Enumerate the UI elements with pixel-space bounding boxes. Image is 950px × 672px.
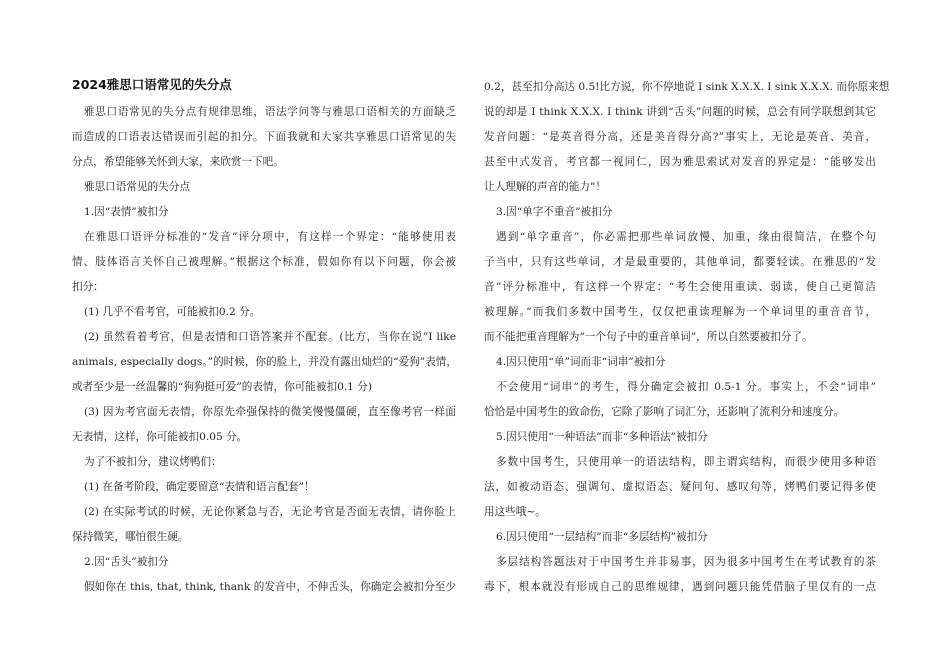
section-heading: 1.因“表情”被扣分 — [84, 206, 169, 218]
list-item: (2) 虽然看着考官，但是表情和口语答案并不配套。(比方，当你在说”I like — [84, 331, 456, 343]
list-item: (3) 因为考官面无表情，你原先牵强保持的微笑慢慢僵硬，直至像考官一样面 — [84, 406, 456, 418]
paragraph-line: 音”评分标准中，有这样一个界定：“考生会使用重读、弱读，使自己更简洁 — [484, 281, 876, 293]
paragraph-line: 让人理解的声音的能力”！ — [484, 181, 606, 193]
paragraph-line: 法，如被动语态、强调句、虚拟语态、疑问句、感叹句等，烤鸭们要记得多使 — [484, 481, 876, 493]
paragraph-line: 扣分： — [72, 281, 104, 293]
paragraph-line: 保持微笑，哪怕很生硬。 — [72, 531, 189, 543]
page-title: 2024雅思口语常见的失分点 — [72, 77, 232, 92]
section-heading: 4.因只使用“单”词而非“词串”被扣分 — [496, 356, 666, 368]
paragraph-line: 无表情，这样，你可能被扣0.05 分。 — [72, 431, 248, 443]
paragraph-line: 恰恰是中国考生的致命伤，它除了影响了词汇分，还影响了流利分和速度分。 — [484, 406, 845, 418]
paragraph-line: animals, especially dogs。”的时候，你的脸上，并没有露出灿烂的“爱狗”表情， — [72, 356, 457, 368]
paragraph-line: 子当中，只有这些单词，才是最重要的，其他单词，都要轻读。在雅思的“发 — [484, 256, 876, 268]
paragraph-line: 假如你在 this, that, think, thank 的发音中，不伸舌头，你确定会被扣分至少 — [84, 581, 456, 593]
section-heading: 雅思口语常见的失分点 — [84, 181, 190, 193]
paragraph-line: 用这些哦~。 — [484, 506, 546, 518]
paragraph-line: 被理解。”而我们多数中国考生，仅仅把重读理解为一个单词里的重音音节， — [484, 306, 876, 318]
paragraph-line: 分点，希望能够关怀到大家，来欣赏一下吧。 — [72, 156, 284, 168]
paragraph-line: 在雅思口语评分标准的“发音”评分项中，有这样一个界定：“能够使用表 — [84, 231, 456, 243]
list-item: (2) 在实际考试的时候，无论你紧急与否，无论考官是否面无表情，请你脸上 — [84, 506, 456, 518]
paragraph-line: 或者至少是一丝温馨的“狗狗挺可爱”的表情，你可能被扣0.1 分) — [72, 381, 373, 393]
paragraph-line: 为了不被扣分，建议烤鸭们： — [84, 456, 222, 468]
paragraph-line: 0.2，甚至扣分高达 0.5!比方说，你不停地说 I sink X.X.X. I sink X.X.X. 而你原来想 — [484, 81, 890, 93]
paragraph-line: 不会使用“词串”的考生，得分确定会被扣 0.5-1 分。事实上，不会“词串” — [496, 381, 876, 393]
paragraph-line: 遇到“单字重音”，你必需把那些单词放慢、加重，缘由很简洁，在整个句 — [496, 231, 876, 243]
paragraph-line: 发音问题：“是英音得分高，还是美音得分高?”事实上，无论是英音、美音， — [484, 131, 876, 143]
section-heading: 5.因只使用“一种语法”而非“多种语法”被扣分 — [496, 431, 708, 443]
paragraph-line: 而不能把重音理解为“一个句子中的重音单词”，所以自然要被扣分了。 — [484, 331, 813, 343]
section-heading: 2.因“舌头”被扣分 — [84, 556, 169, 568]
paragraph-line: 说的却是 I think X.X.X. I think 讲到“舌头”问题的时候，总会有同学联想到其它 — [484, 106, 876, 118]
paragraph-line: 雅思口语常见的失分点有规律思维，语法学问等与雅思口语相关的方面缺乏 — [84, 106, 456, 118]
list-item: (1) 在备考阶段，确定要留意“表情和语言配套”！ — [84, 481, 315, 493]
paragraph-line: 情、肢体语言关怀自己被理解。”根据这个标准，假如你有以下问题，你会被 — [72, 256, 456, 268]
paragraph-line: 毒下，根本就没有形成自己的思维规律，遇到问题只能凭借脑子里仅有的一点 — [484, 581, 876, 593]
section-heading: 3.因“单字不重音”被扣分 — [496, 206, 613, 218]
paragraph-line: 而造成的口语表达错误而引起的扣分。下面我就和大家共享雅思口语常见的失 — [72, 131, 456, 143]
list-item: (1) 几乎不看考官，可能被扣0.2 分。 — [84, 306, 261, 318]
paragraph-line: 多数中国考生，只使用单一的语法结构，即主谓宾结构，而很少使用多种语 — [496, 456, 876, 468]
paragraph-line: 多层结构答题法对于中国考生并非易事，因为很多中国考生在考试教育的茶 — [496, 556, 876, 568]
section-heading: 6.因只使用“一层结构”而非“多层结构”被扣分 — [496, 531, 708, 543]
paragraph-line: 甚至中式发音，考官都一视同仁，因为雅思索试对发音的界定是：“能够发出 — [484, 156, 876, 168]
